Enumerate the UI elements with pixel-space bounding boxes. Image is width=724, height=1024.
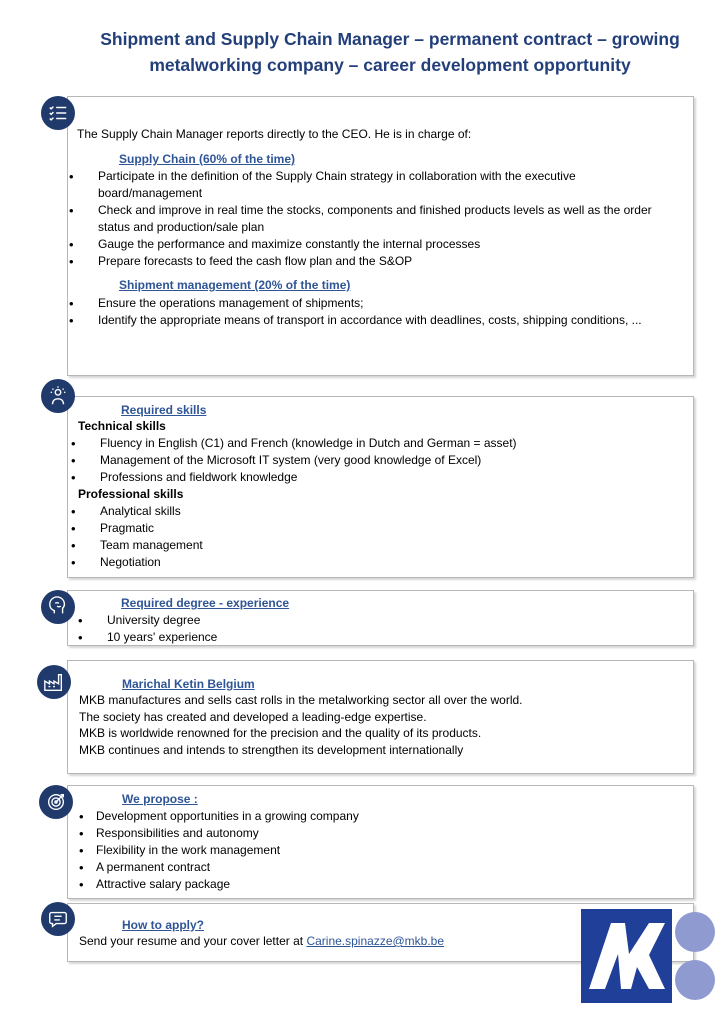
list-item: • Development opportunities in a growing company <box>79 808 679 825</box>
factory-icon <box>37 665 71 699</box>
offer-list <box>79 808 679 893</box>
list-item: • 10 years' experience <box>78 629 678 646</box>
supply-chain-list <box>69 168 679 270</box>
degree-list <box>78 612 678 646</box>
list-item: • Responsibilities and autonomy <box>79 825 679 842</box>
list-item: • A permanent contract <box>79 859 679 876</box>
list-item: • Identify the appropriate means of transport in accordance with deadlines, costs, shipping conditions, ... <box>69 312 689 329</box>
apply-instruction: Send your resume and your cover letter at <box>79 934 307 948</box>
list-item: • Flexibility in the work management <box>79 842 679 859</box>
lightbulb-person-icon <box>41 379 75 413</box>
professional-skills-heading: Professional skills <box>78 487 184 501</box>
company-line: The society has created and developed a leading-edge expertise. <box>79 710 427 724</box>
title-line-1: Shipment and Supply Chain Manager – permanent contract – growing <box>100 29 680 49</box>
mkb-logo <box>581 909 716 1003</box>
list-item: • Prepare forecasts to feed the cash flow plan and the S&OP <box>69 253 679 270</box>
list-item: • University degree <box>78 612 678 629</box>
company-line: MKB continues and intends to strengthen its development internationally <box>79 743 464 757</box>
shipment-list <box>69 295 689 329</box>
apply-text <box>79 933 444 950</box>
list-item: • Gauge the performance and maximize constantly the internal processes <box>69 236 679 253</box>
list-item: • Check and improve in real time the stocks, components and finished products levels as well as the order status and production/sale plan <box>69 202 679 236</box>
list-item: • Fluency in English (C1) and French (knowledge in Dutch and German = asset) <box>71 435 681 452</box>
apply-heading: How to apply? <box>122 918 204 932</box>
professional-skills-list <box>71 503 681 571</box>
supply-chain-heading: Supply Chain (60% of the time) <box>119 152 296 166</box>
list-item: • Team management <box>71 537 681 554</box>
company-line: MKB is worldwide renowned for the precision and the quality of its products. <box>79 726 482 740</box>
list-item: • Negotiation <box>71 554 681 571</box>
list-item: • Management of the Microsoft IT system (very good knowledge of Excel) <box>71 452 681 469</box>
list-item: • Analytical skills <box>71 503 681 520</box>
intro-text: The Supply Chain Manager reports directly to the CEO. He is in charge of: <box>77 127 472 141</box>
list-item: • Participate in the definition of the Supply Chain strategy in collaboration with the executive board/management <box>69 168 679 202</box>
technical-skills-list <box>71 435 681 486</box>
list-item: • Professions and fieldwork knowledge <box>71 469 681 486</box>
title-line-2: metalworking company – career development opportunity <box>149 55 631 75</box>
offer-heading: We propose : <box>122 792 198 806</box>
shipment-heading: Shipment management (20% of the time) <box>119 278 351 292</box>
technical-skills-heading: Technical skills <box>78 419 166 433</box>
company-heading: Marichal Ketin Belgium <box>122 677 255 691</box>
checklist-icon <box>41 96 75 130</box>
company-line: MKB manufactures and sells cast rolls in the metalworking sector all over the world. <box>79 693 523 707</box>
page-title <box>80 26 700 78</box>
list-item: • Ensure the operations management of shipments; <box>69 295 689 312</box>
list-item: • Pragmatic <box>71 520 681 537</box>
list-item: • Attractive salary package <box>79 876 679 893</box>
degree-heading: Required degree - experience <box>121 596 290 610</box>
skills-heading: Required skills <box>121 403 207 417</box>
speech-bubble-icon <box>41 902 75 936</box>
target-icon <box>39 785 73 819</box>
email-link[interactable]: Carine.spinazze@mkb.be <box>306 934 445 948</box>
brain-icon <box>41 590 75 624</box>
